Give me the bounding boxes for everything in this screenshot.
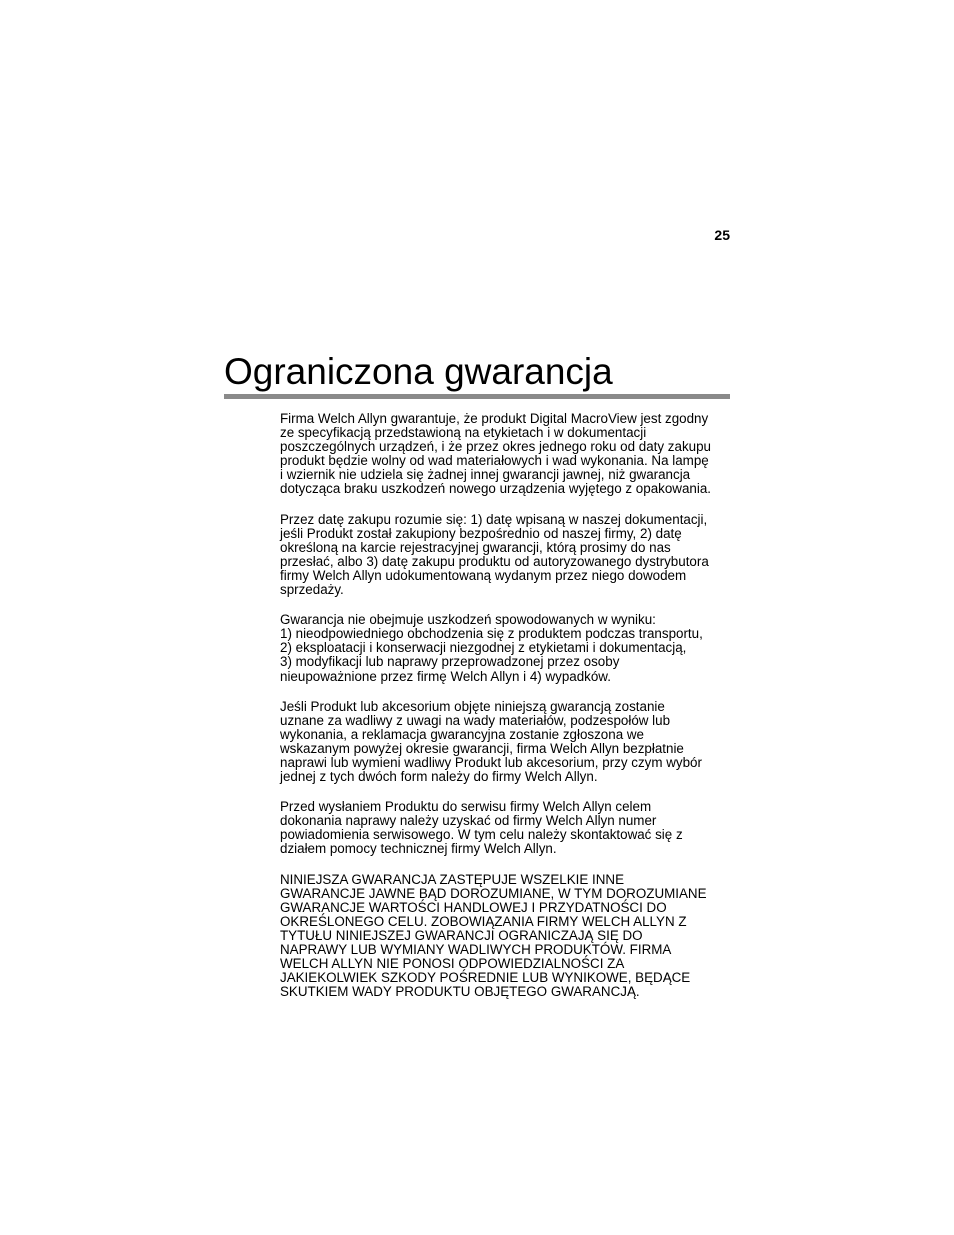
warranty-text-body [280,412,732,1015]
text-line: powiadomienia serwisowego. W tym celu należy skontaktować się z [280,827,683,843]
text-line: naprawi lub wymieni wadliwy Produkt lub akcesorium, przy czym wybór [280,754,702,770]
paragraph-exclusions [280,613,732,683]
text-line: poszczególnych urządzeń, i że przez okres jednego roku od daty zakupu [280,439,711,455]
text-line: dotycząca braku uszkodzeń nowego urządzenia wyjętego z opakowania. [280,481,711,497]
text-line: GWARANCJE JAWNE BĄD DOROZUMIANE, W TYM DOROZUMIANE [280,885,707,901]
paragraph-purchase-date [280,513,732,598]
text-line: ze specyfikacją przedstawioną na etykietach i w dokumentacji [280,425,647,441]
text-line: 1) nieodpowiedniego obchodzenia się z produktem podczas transportu, [280,626,703,642]
text-line: 2) eksploatacji i konserwacji niezgodnej z etykietami i dokumentacją, [280,640,687,656]
text-line: Firma Welch Allyn gwarantuje, że produkt Digital MacroView jest zgodny [280,411,709,426]
page-title: Ograniczona gwarancja [224,351,613,392]
text-line: OKREŚLONEGO CELU. ZOBOWIĄZANIA FIRMY WELCH ALLYN Z [280,913,687,929]
text-line: SKUTKIEM WADY PRODUKTU OBJĘTEGO GWARANCJĄ. [280,984,640,1000]
text-line: produkt będzie wolny od wad materiałowych i wad wykonania. Na lampę [280,453,709,469]
text-line: Jeśli Produkt lub akcesorium objęte niniejszą gwarancją zostanie [280,698,665,714]
paragraph-service-notification [280,800,732,856]
text-line: wskazanym powyżej okresie gwarancji, firma Welch Allyn bezpłatnie [280,740,684,756]
text-line: GWARANCJE WARTOŚCI HANDLOWEJ I PRZYDATNOŚCI DO [280,899,667,915]
text-line: Gwarancja nie obejmuje uszkodzeń spowodowanych w wyniku: [280,612,656,628]
text-line: działem pomocy technicznej firmy Welch Allyn. [280,841,557,857]
text-line: przesłać, albo 3) datę zakupu produktu od autoryzowanego dystrybutora [280,553,709,569]
text-line: sprzedaży. [280,582,344,598]
text-line: firmy Welch Allyn udokumentowaną wydanym przez niego dowodem [280,567,687,583]
text-line: Przez datę zakupu rozumie się: 1) datę wpisaną w naszej dokumentacji, [280,511,708,527]
text-line: TYTUŁU NINIEJSZEJ GWARANCJI OGRANICZAJĄ SIĘ DO [280,927,643,943]
text-line: i wziernik nie udziela się żadnej innej gwarancji jawnej, niż gwarancja [280,467,691,483]
text-line: jednej z tych dwóch form należy do firmy Welch Allyn. [280,769,598,785]
text-line: WELCH ALLYN NIE PONOSI ODPOWIEDZIALNOŚCI ZA [280,956,625,972]
page-number: 25 [714,227,730,243]
title-underline-rule [224,394,730,399]
paragraph-warranty-scope [280,412,732,497]
paragraph-disclaimer [280,873,732,1000]
text-line: NAPRAWY LUB WYMIANY WADLIWYCH PRODUKTÓW. FIRMA [280,942,672,957]
text-line: JAKIEKOLWIEK SZKODY POŚREDNIE LUB WYNIKOWE, BĘDĄCE [280,970,691,986]
text-line: jeśli Produkt został zakupiony bezpośrednio od naszej firmy, 2) datę [280,525,682,541]
text-line: określoną na karcie rejestracyjnej gwarancji, którą prosimy do nas [280,539,671,555]
paragraph-repair-replacement [280,700,732,785]
text-line: uznane za wadliwy z uwagi na wady materiałów, podzespołów lub [280,712,671,728]
text-line: wykonania, a reklamacja gwarancyjna zostanie zgłoszona we [280,726,644,742]
text-line: Przed wysłaniem Produktu do serwisu firmy Welch Allyn celem [280,799,652,815]
text-line: 3) modyfikacji lub naprawy przeprowadzonej przez osoby [280,654,620,670]
text-line: nieupoważnione przez firmę Welch Allyn i 4) wypadków. [280,668,611,684]
text-line: dokonania naprawy należy uzyskać od firmy Welch Allyn numer [280,813,657,829]
text-line: NINIEJSZA GWARANCJA ZASTĘPUJE WSZELKIE INNE [280,871,624,887]
